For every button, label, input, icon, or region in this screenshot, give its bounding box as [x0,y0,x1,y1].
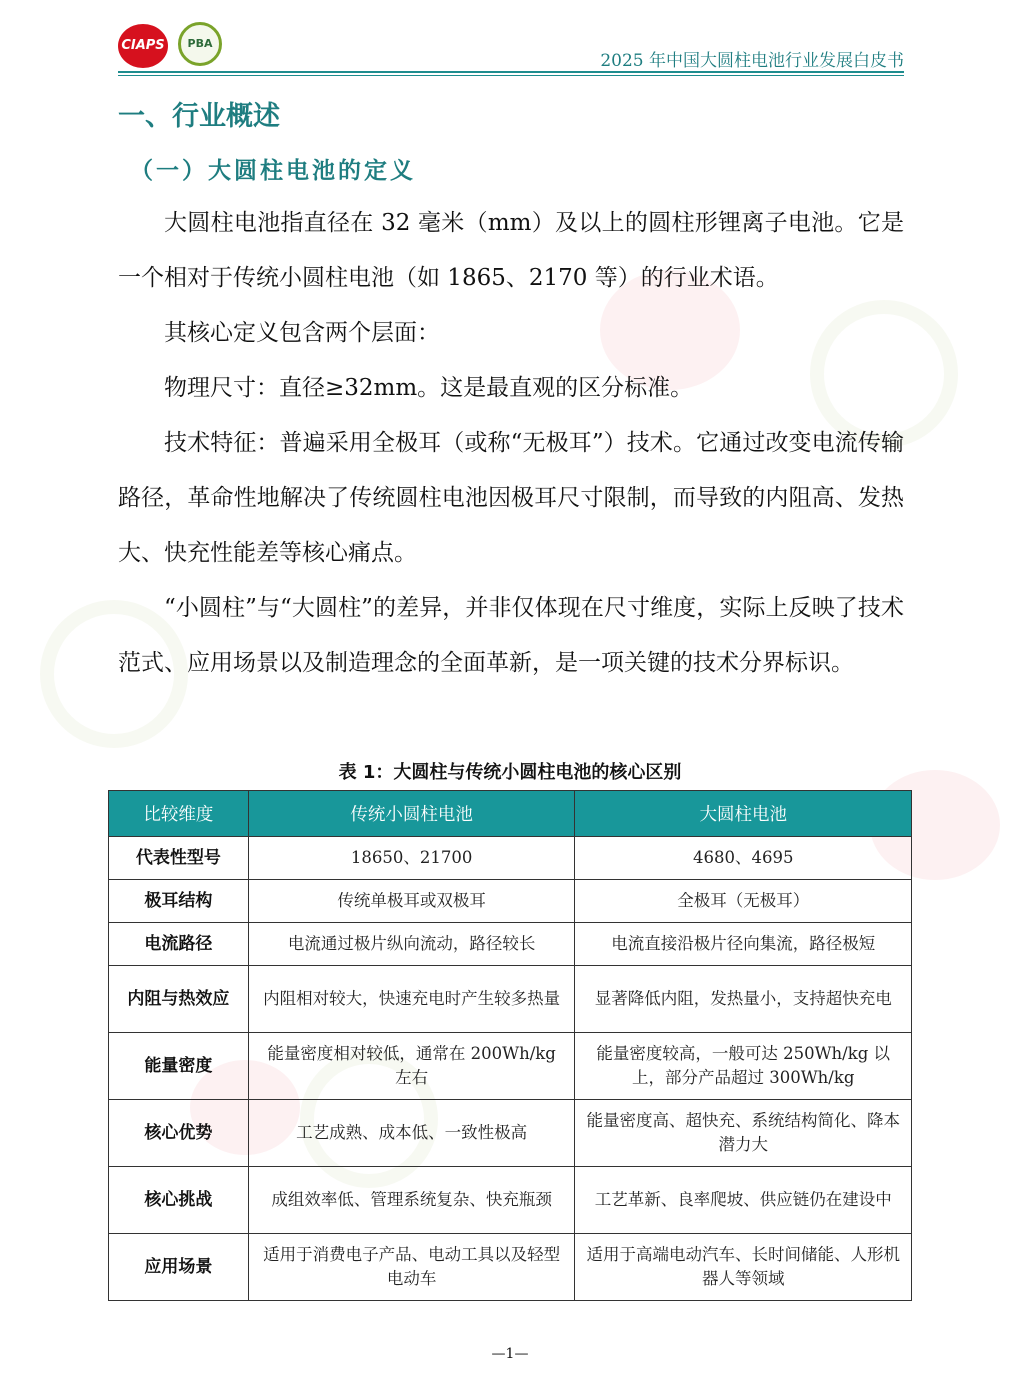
cell-large: 显著降低内阻，发热量小，支持超快充电 [575,966,912,1033]
subsection-heading: （一）大圆柱电池的定义 [130,158,416,184]
paragraph-difference: “小圆柱”与“大圆柱”的差异，并非仅体现在尺寸维度，实际上反映了技术范式、应用场景以及制造理念的全面革新，是一项关键的技术分界标识。 [118,595,904,676]
table-row [109,1234,912,1301]
document-title: 2025 年中国大圆柱电池行业发展白皮书 [600,51,904,71]
section-heading: 一、行业概述 [118,101,280,132]
cell-small: 18650、21700 [248,837,575,880]
table-row [109,1167,912,1234]
cell-small: 能量密度相对较低，通常在 200Wh/kg 左右 [248,1033,575,1100]
paragraph-definition: 大圆柱电池指直径在 32 毫米（mm）及以上的圆柱形锂离子电池。它是一个相对于传统小圆柱电池（如 1865、2170 等）的行业术语。 [118,210,904,291]
comparison-table [108,790,912,1301]
cell-large: 电流直接沿极片径向集流，路径极短 [575,923,912,966]
cell-large: 工艺革新、良率爬坡、供应链仍在建设中 [575,1167,912,1234]
header-divider-thin [118,75,904,76]
cell-large: 适用于高端电动汽车、长时间储能、人形机器人等领域 [575,1234,912,1301]
table-header-row [109,791,912,837]
table-row [109,966,912,1033]
row-label: 内阻与热效应 [109,966,249,1033]
cell-small: 电流通过极片纵向流动，路径较长 [248,923,575,966]
row-label: 核心优势 [109,1100,249,1167]
table-row [109,1100,912,1167]
row-label: 应用场景 [109,1234,249,1301]
header-large-cylinder: 大圆柱电池 [575,791,912,837]
cell-small: 适用于消费电子产品、电动工具以及轻型电动车 [248,1234,575,1301]
table-row [109,837,912,880]
ciaps-logo: CIAPS [118,24,168,68]
cell-small: 成组效率低、管理系统复杂、快充瓶颈 [248,1167,575,1234]
cell-small: 传统单极耳或双极耳 [248,880,575,923]
paragraph-technical-feature: 技术特征：普遍采用全极耳（或称“无极耳”）技术。它通过改变电流传输路径，革命性地解决了传统圆柱电池因极耳尺寸限制，而导致的内阻高、发热大、快充性能差等核心痛点。 [118,430,904,566]
header-dimension: 比较维度 [109,791,249,837]
cell-large: 全极耳（无极耳） [575,880,912,923]
row-label: 代表性型号 [109,837,249,880]
pba-logo: PBA [178,22,222,66]
cell-large: 能量密度高、超快充、系统结构简化、降本潜力大 [575,1100,912,1167]
row-label: 极耳结构 [109,880,249,923]
paragraph-physical-size: 物理尺寸：直径≥32mm。这是最直观的区分标准。 [164,375,694,401]
table-row [109,1033,912,1100]
header-divider [118,71,904,73]
table-row [109,923,912,966]
header-small-cylinder: 传统小圆柱电池 [248,791,575,837]
table-caption: 表 1：大圆柱与传统小圆柱电池的核心区别 [338,762,682,783]
row-label: 能量密度 [109,1033,249,1100]
cell-small: 内阻相对较大，快速充电时产生较多热量 [248,966,575,1033]
row-label: 电流路径 [109,923,249,966]
cell-large: 能量密度较高，一般可达 250Wh/kg 以上，部分产品超过 300Wh/kg [575,1033,912,1100]
cell-small: 工艺成熟、成本低、一致性极高 [248,1100,575,1167]
paragraph-core-definition: 其核心定义包含两个层面： [164,320,440,346]
page-number: —1— [491,1346,529,1362]
page-header [118,22,904,74]
table-row [109,880,912,923]
cell-large: 4680、4695 [575,837,912,880]
row-label: 核心挑战 [109,1167,249,1234]
